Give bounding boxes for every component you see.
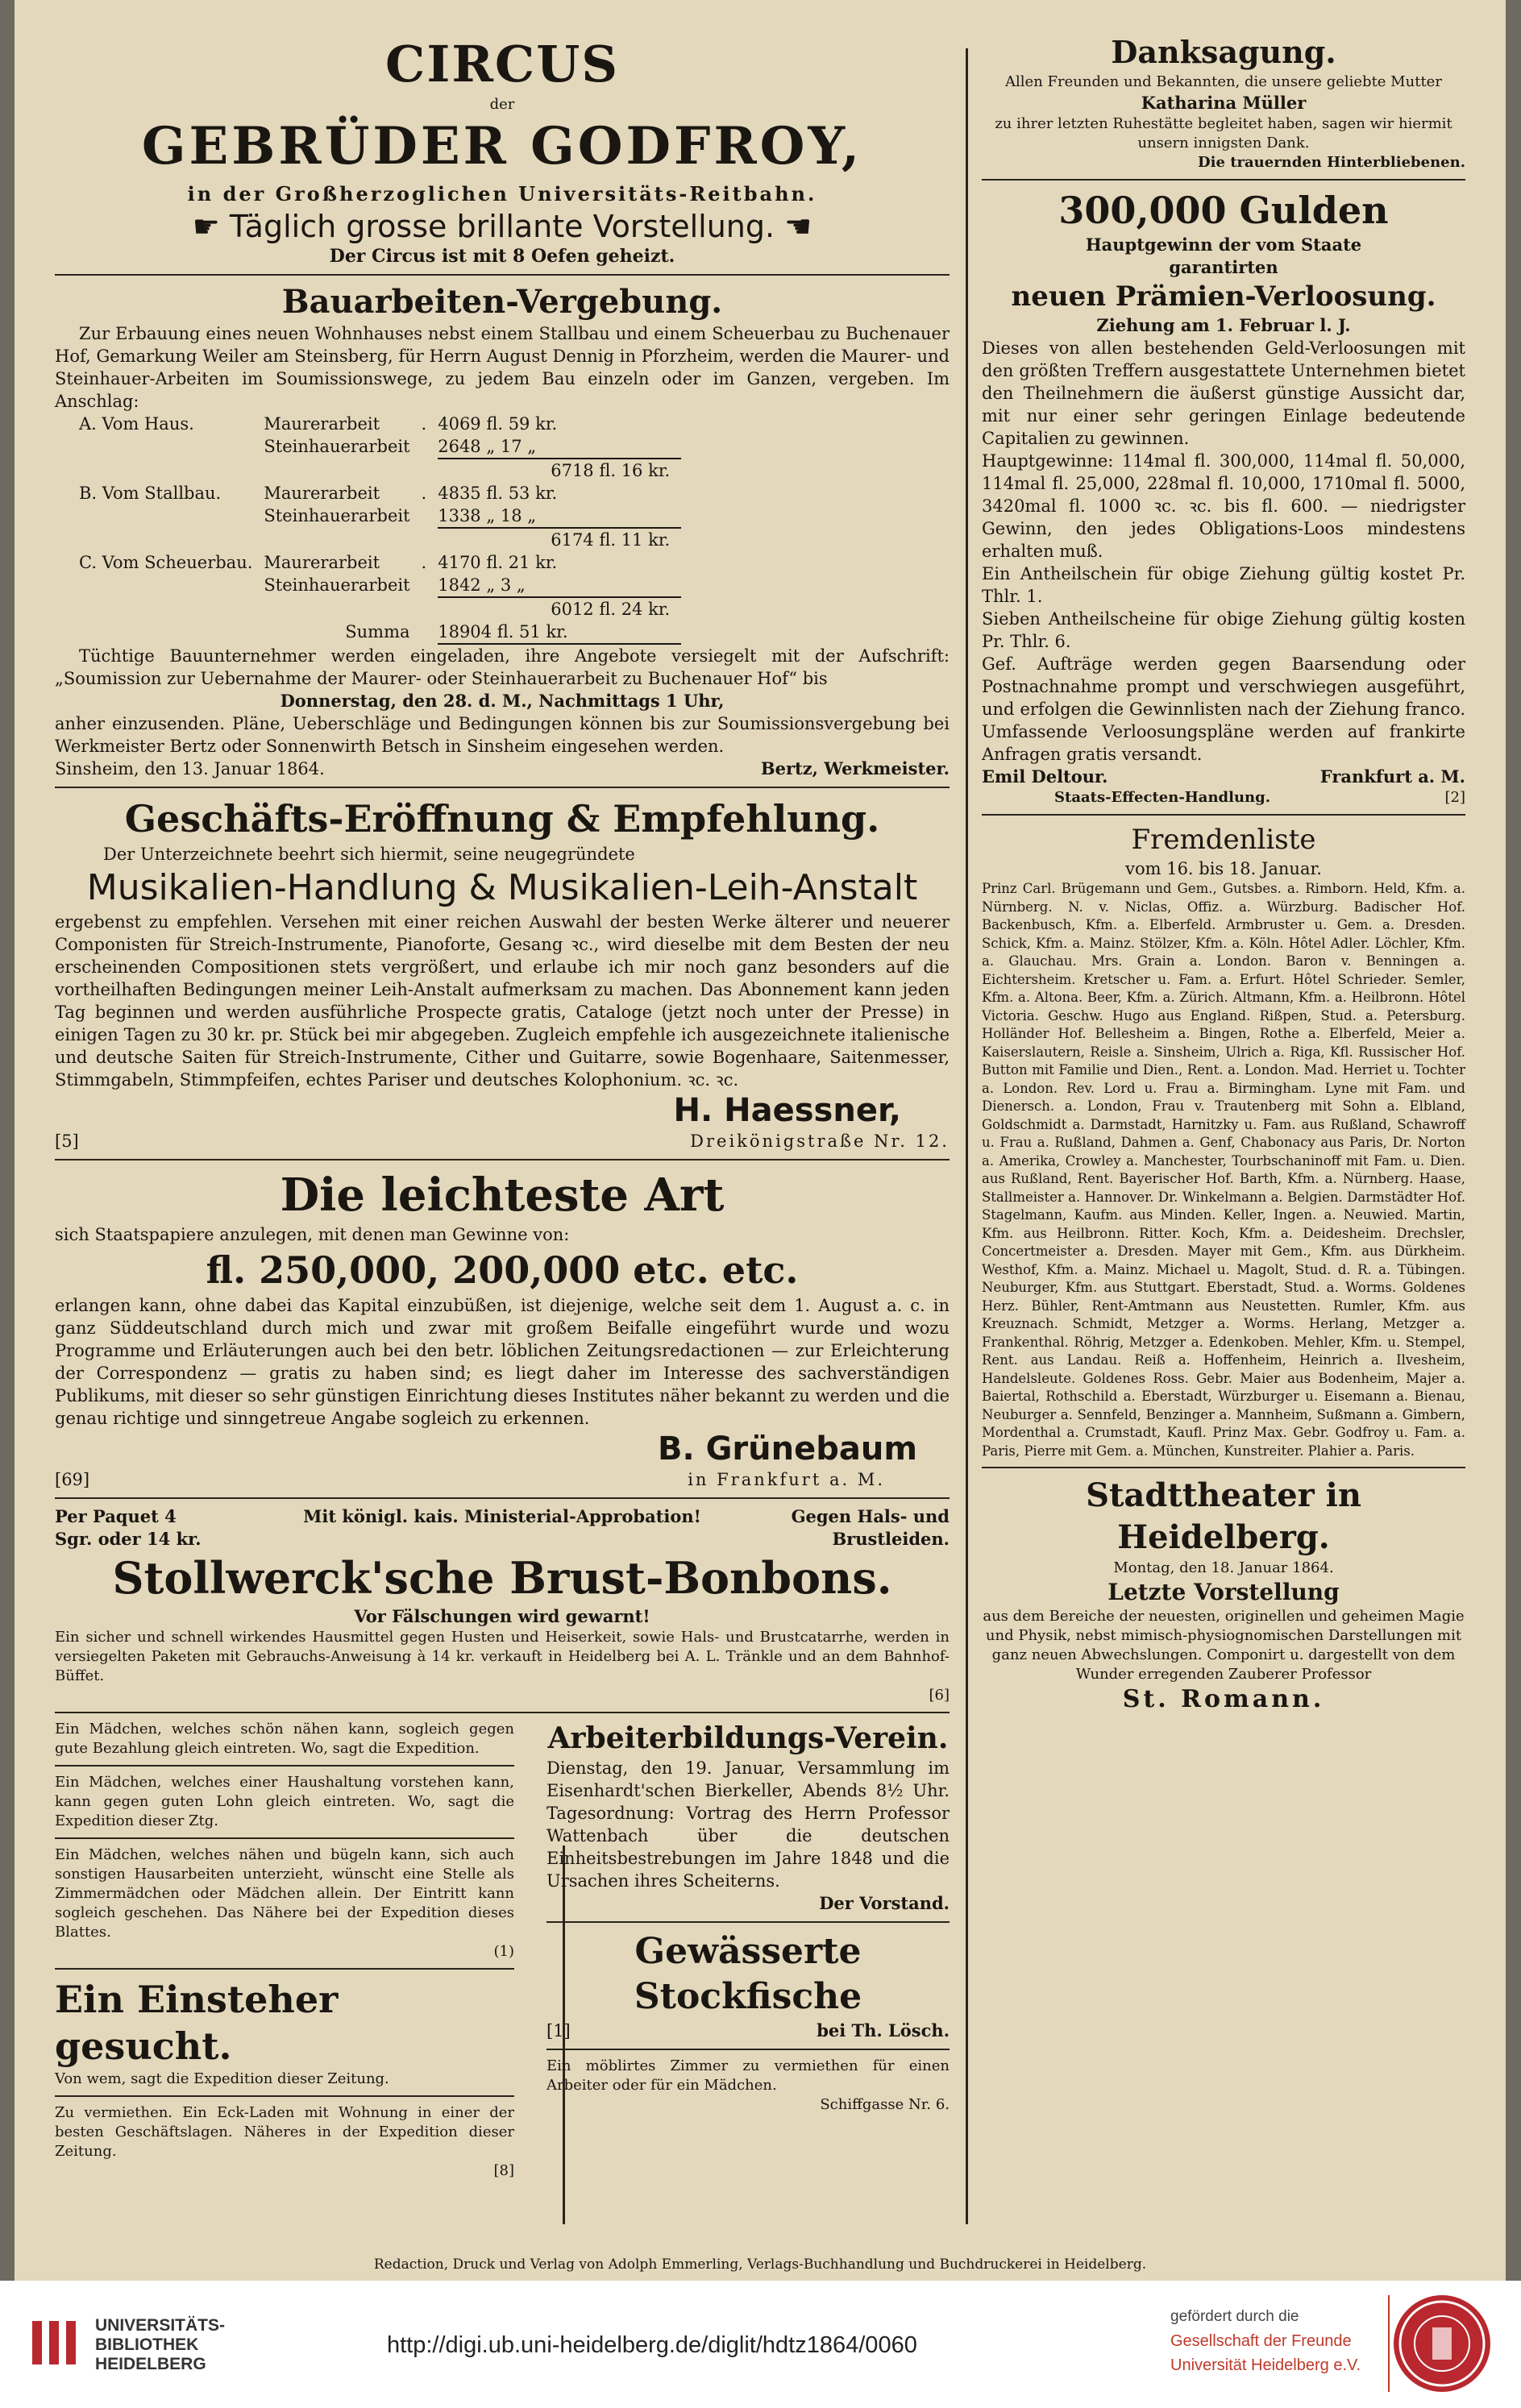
fish-num: [1] xyxy=(546,2021,571,2041)
sponsor-divider xyxy=(1388,2295,1390,2392)
sponsor-funded: gefördert durch die xyxy=(1170,2308,1299,2325)
library-name xyxy=(95,2316,225,2374)
bau-cost-amount: 4170 fl. 21 kr. xyxy=(438,553,558,572)
lotto-one: Ein Antheilschein für obige Ziehung gültig kostet Pr. Thlr. 1. xyxy=(982,564,1465,606)
geschaeft-ad xyxy=(55,795,950,1152)
lotto-num: [2] xyxy=(1444,789,1465,806)
bau-cost-work: Steinhauerarbeit xyxy=(264,506,410,525)
bau-cost-dot xyxy=(422,459,438,482)
bau-cost-work xyxy=(264,528,421,551)
theater-name: St. Romann. xyxy=(1122,1685,1325,1713)
stoll-text: Ein sicher und schnell wirkendes Hausmittel gegen Husten und Heiserkeit, sowie Hals- und Brustcatarrhe, werden in versiegelten Paketen mit Gebrauchs-Anweisung à 14 kr. verkauft in Heidelberg bei A. L. Tränkle und an dem Bahnhof-Büffet. xyxy=(55,1629,950,1684)
library-name-line3: HEIDELBERG xyxy=(95,2355,206,2373)
bau-cost-row xyxy=(79,504,681,528)
fish-title: Gewässerte Stockfische xyxy=(634,1931,862,2017)
dank-text: Allen Freunden und Bekannten, die unsere geliebte Mutter xyxy=(1005,73,1442,90)
bau-cost-amount: 4069 fl. 59 kr. xyxy=(438,414,558,434)
geschaeft-shop: Musikalien-Handlung & Musikalien-Leih-Anstalt xyxy=(86,867,918,908)
dank-sign: Die trauernden Hinterbliebenen. xyxy=(1198,154,1465,171)
bau-cost-total: 6174 fl. 11 kr. xyxy=(551,530,671,550)
bau-sum: 18904 fl. 51 kr. xyxy=(438,621,681,644)
bau-cost-amount: 4835 fl. 53 kr. xyxy=(438,484,558,503)
leicht-name: B. Grünebaum xyxy=(657,1430,917,1468)
lotto-date: Ziehung am 1. Februar l. J. xyxy=(1096,315,1351,335)
bau-cost-work: Steinhauerarbeit xyxy=(264,437,410,456)
dank-title: Danksagung. xyxy=(1111,34,1336,70)
bau-cost-label: C. Vom Scheuerbau. xyxy=(79,553,253,572)
bau-sum-label: Summa xyxy=(345,622,410,641)
leicht-amounts: fl. 250,000, 200,000 etc. etc. xyxy=(206,1248,799,1292)
circus-ad xyxy=(55,32,950,268)
bau-cost-amount: 1842 „ 3 „ xyxy=(438,574,681,597)
bau-cost-label xyxy=(79,574,264,597)
library-name-line1: UNIVERSITÄTS- xyxy=(95,2316,226,2335)
bau-cost-label xyxy=(79,459,264,482)
fremde-dates: vom 16. bis 18. Januar. xyxy=(1125,859,1322,878)
lotto-sign1: Emil Deltour. xyxy=(982,766,1108,787)
bau-intro: Zur Erbauung eines neuen Wohnhauses nebst einem Stallbau und einem Scheuerbau zu Buchenauer Hof, Gemarkung Weiler am Steinsberg, für Herrn August Dennig in Pforzheim, werden die Maurer- und Steinhauer-Arbeiten im Soumissionswege, zu jedem Bau einzeln oder im Ganzen, vergeben. Im Anschlag: xyxy=(55,324,950,411)
permalink-url[interactable]: http://digi.ub.uni-heidelberg.de/diglit/hdtz1864/0060 xyxy=(387,2332,917,2358)
stoll-price: Per Paquet 4 Sgr. oder 14 kr. xyxy=(55,1506,202,1549)
leicht-place: in Frankfurt a. M. xyxy=(688,1470,885,1489)
ad-maedchen-1: Ein Mädchen, welches schön nähen kann, sogleich gegen gute Bezahlung gleich eintreten. Wo, sagt die Expedition. xyxy=(55,1721,514,1757)
theater-ad xyxy=(982,1475,1465,1715)
lotto-seven: Sieben Antheilscheine für obige Ziehung gültig kosten Pr. Thlr. 6. xyxy=(982,609,1465,651)
column-divider xyxy=(966,48,968,2224)
bau-cost-work xyxy=(264,597,421,621)
einsteher-sub: Von wem, sagt die Expedition dieser Zeitung. xyxy=(55,2070,389,2087)
bau-cost-work: Maurerarbeit xyxy=(264,414,380,434)
bau-cost-dot: . xyxy=(421,553,427,572)
verein-title: Arbeiterbildungs-Verein. xyxy=(547,1721,949,1755)
circus-daily-text: Täglich grosse brillante Vorstellung. xyxy=(229,209,775,244)
bau-cost-label xyxy=(79,528,264,551)
lotto-prizes: Hauptgewinne: 114mal fl. 300,000, 114mal fl. 50,000, 114mal fl. 25,000, 228mal fl. 10,000, 1710mal fl. 5000, 3420mal fl. 1000 ꝛc. ꝛc. bis fl. 600. — niedrigster Gewinn, den jedes Obligations-Loos mindestens erhalten muß. xyxy=(982,451,1465,561)
divider xyxy=(55,2095,514,2097)
divider xyxy=(55,1497,950,1499)
bau-cost-amount: 1338 „ 18 „ xyxy=(438,504,681,528)
bau-cost-label xyxy=(79,435,264,459)
dank-name: Katharina Müller xyxy=(1141,93,1307,113)
small-ads xyxy=(55,1720,514,2181)
fremdenliste xyxy=(982,822,1465,1460)
stoll-against: Gegen Hals- und Brustleiden. xyxy=(791,1506,950,1549)
geschaeft-name: H. Haessner, xyxy=(673,1092,901,1129)
geschaeft-text: ergebenst zu empfehlen. Versehen mit einer reichen Auswahl der besten Werke älterer und neuerer Componisten für Streich-Instrumente, Pianoforte, Gesang ꝛc., wird dieselbe mit dem Besten der neu erscheinenden Compositionen stets vergrößert, und erlaube ich mir noch ganz besonders auf die vortheilhaften Bedingungen meiner Leih-Anstalt aufmerksam zu machen. Das Abonnement kann jeden Tag beginnen und werden ausführliche Prospecte gratis, Cataloge (jetzt noch unter der Presse) in einigen Tagen zu 30 kr. pr. Stück bei mir abgegeben. Zugleich empfehle ich ausgezeichnete italienische und deutsche Saiten für Streich-Instrumente, Cither und Guitarre, sowie Bogenhaare, Saitenmesser, Stimmgabeln, Stimmpfeifen, echtes Pariser und deutsches Kolophonium. ꝛc. ꝛc. xyxy=(55,912,950,1090)
library-name-line2: BIBLIOTHEK xyxy=(95,2335,199,2354)
bau-sign: Bertz, Werkmeister. xyxy=(760,758,950,778)
newspaper-page xyxy=(15,0,1506,2281)
bau-cost-work: Maurerarbeit xyxy=(264,484,380,503)
leicht-title: Die leichteste Art xyxy=(280,1169,725,1222)
circus-title: CIRCUS xyxy=(384,35,620,93)
divider xyxy=(55,787,950,788)
bau-cost-label: A. Vom Haus. xyxy=(79,414,194,434)
bau-cost-row xyxy=(79,574,681,597)
divider xyxy=(55,1765,514,1767)
bau-cost-row xyxy=(79,482,681,504)
stoll-warn: Vor Fälschungen wird gewarnt! xyxy=(354,1606,650,1626)
ad-maedchen-3-num: (1) xyxy=(493,1943,514,1960)
imprint-footer: Redaction, Druck und Verlag von Adolph Emmerling, Verlags-Buchhandlung und Buchdruckerei in Heidelberg. xyxy=(373,2256,1147,2273)
bau-cost-table xyxy=(79,413,681,645)
hand-pointer-icon: ☛ xyxy=(192,209,230,244)
stoll-approval: Mit königl. kais. Ministerial-Approbation! xyxy=(303,1506,701,1526)
dank-ad xyxy=(982,32,1465,172)
bau-cost-row xyxy=(79,435,681,459)
bau-cost-work: Steinhauerarbeit xyxy=(264,575,410,595)
theater-title: Stadttheater in Heidelberg. xyxy=(1086,1476,1361,1556)
circus-der: der xyxy=(489,96,515,113)
room-ad: Ein möblirtes Zimmer zu vermiethen für einen Arbeiter oder für ein Mädchen. xyxy=(546,2057,950,2094)
divider xyxy=(982,179,1465,181)
divider xyxy=(55,1968,514,1970)
stoll-num: [6] xyxy=(929,1687,950,1704)
geschaeft-num: [5] xyxy=(55,1131,79,1151)
bau-deadline: Donnerstag, den 28. d. M., Nachmittags 1 Uhr, xyxy=(280,691,725,711)
leicht-num: [69] xyxy=(55,1470,90,1489)
university-library-logo-icon xyxy=(26,2315,82,2371)
lotto-sub3: neuen Prämien-Verloosung. xyxy=(1011,280,1436,313)
stollwerck-ad xyxy=(55,1505,950,1705)
viewer-bottom-bar xyxy=(0,2281,1521,2408)
bau-cost-row xyxy=(79,528,681,551)
university-seal-icon xyxy=(1394,2295,1490,2392)
divider xyxy=(982,814,1465,816)
bau-cost-amount: 2648 „ 17 „ xyxy=(438,435,681,459)
geschaeft-title: Geschäfts-Eröffnung & Empfehlung. xyxy=(124,797,880,841)
divider xyxy=(55,1159,950,1160)
fremde-text: Prinz Carl. Brügemann und Gem., Gutsbes. a. Rimborn. Held, Kfm. a. Nürnberg. N. v. Niclas, Offiz. a. Würzburg. Badischer Hof. Backenbusch, Kfm. a. Elberfeld. Armbruster u. Gem. a. Dresden. Schick, Kfm. a. Mainz. Stölzer, Kfm. a. Köln. Hôtel Adler. Löchler, Kfm. a. Glauchau. Mrs. Grain a. London. Baron v. Benningen a. Eichtersheim. Kretscher u. Fam. a. Erfurt. Hôtel Schrieder. Semler, Kfm. a. Altona. Beer, Kfm. a. Zürich. Altmann, Kfm. a. Heilbronn. Hôtel Victoria. Geschw. Hugo aus England. Rißpen, Stud. a. Petersburg. Holländer Hof. Bellesheim a. Bingen, Rothe a. Elberfeld, Meier a. Kaiserslautern, Reisle a. Sinsheim, Ulrich a. Riga, Kfl. Russischer Hof. Button mit Familie und Dien., Rent. a. London. Mad. Herriet u. Tochter a. London. Rev. Lord u. Frau a. Birmingham. Lyne mit Fam. und Dienersch. a. London, Frau v. Trautenberg mit Sohn a. Elbland, Goldschmidt a. Darmstadt, Harnitzky u. Fam. aus Rußland, Schawroff u. Frau a. Rußland, Dahmen a. Genf, Chabonacy aus Paris, Dr. Norton a. Amerika, Crowley a. Manchester, Tourbschaninoff mit Fam. u. Dien. aus Rußland, Rent. Bayerischer Hof. Barth, Kfm. a. Nürnberg. Haase, Stallmeister a. Hannover. Dr. Winkelmann a. Belgien. Darmstädter Hof. Stagelmann, Kaufm. aus Minden. Keller, Ingen. a. Neuwied. Martin, Kfm. aus Heilbronn. Ritter. Koch, Kfm. a. Deidesheim. Drechsler, Concertmeister a. Dresden. Mayer mit Gem., Kfm. aus Dürkheim. Westhof, Kfm. a. Mainz. Michael u. Magolt, Stud. d. R. a. Tübingen. Neuburger, Kfm. aus Stuttgart. Eberstadt, Stud. a. Worms. Goldenes Herz. Bühler, Rent-Amtmann aus Neustetten. Rumler, Kfm. aus Kreuznach. Schmidt, Metzger a. Worms. Herlang, Metzger a. Frankenthal. Röhrig, Metzger a. Edenkoben. Mehler, Kfm. u. Stempel, Rent. aus Landau. Reiß a. Hoffenheim, Heinrich a. Ilvesheim, Handelsleute. Goldenes Ross. Gebr. Maier aus Bodenheim, Majer a. Baiertal, Rothschild a. Eberstadt, Würzburger u. Eisemann a. Bienau, Neuburger a. Sennfeld, Benzinger a. Mannheim, Sußmann a. Gimbern, Mordenthal a. Crumstadt, Kaufl. Prinz Max. Gebr. Godfroy u. Fam. a. Paris, Pierre mit Gem. a. München, Kunstreiter. Plahier a. Paris. xyxy=(982,881,1465,1459)
divider xyxy=(982,1467,1465,1468)
bau-cost-work: Maurerarbeit xyxy=(264,553,380,572)
circus-heated: Der Circus ist mit 8 Oefen geheizt. xyxy=(329,246,675,267)
lotto-text: Dieses von allen bestehenden Geld-Verloosungen mit den größten Treffern ausgestattete Unternehmen bietet den Theilnehmern die äußerst günstige Aussicht dar, mit nur einer sehr geringen Einlage bedeutende Capitalien zu gewinnen. xyxy=(982,338,1465,448)
circus-name: GEBRÜDER GODFROY, xyxy=(141,116,863,176)
right-column xyxy=(982,32,1465,1715)
divider xyxy=(546,1921,950,1923)
theater-show: Letzte Vorstellung xyxy=(1108,1579,1340,1605)
bau-cost-row xyxy=(79,551,681,574)
divider xyxy=(55,1837,514,1839)
bau-cost-label xyxy=(79,597,264,621)
bau-cost-dot xyxy=(422,504,438,528)
bau-text1: Tüchtige Bauunternehmer werden eingeladen, ihre Angebote versiegelt mit der Aufschrift: „Soumission zur Uebernahme der Maurer- oder Steinhauerarbeit zu Buchenauer Hof“ bis xyxy=(55,646,950,688)
sponsor-society-line2: Universität Heidelberg e.V. xyxy=(1170,2356,1361,2374)
bau-ad xyxy=(55,282,950,780)
ad-maedchen-3: Ein Mädchen, welches nähen und bügeln kann, sich auch sonstigen Hausarbeiten unterzieht, wünscht eine Stelle als Zimmermädchen oder Mädchen allein. Der Eintritt kann sogleich geschehen. Das Nähere bei der Expedition dieses Blattes. xyxy=(55,1846,514,1941)
fremde-title: Fremdenliste xyxy=(1131,824,1316,856)
ad-vermiethen: Zu vermiethen. Ein Eck-Laden mit Wohnung in einer der besten Geschäftslagen. Näheres in der Expedition dieser Zeitung. xyxy=(55,2104,514,2160)
bau-cost-label: B. Vom Stallbau. xyxy=(79,484,222,503)
hand-pointer-icon: ☚ xyxy=(775,209,812,244)
leicht-text: erlangen kann, ohne dabei das Kapital einzubüßen, ist diejenige, welche seit dem 1. August a. c. in ganz Süddeutschland durch mich und zwar mit großem Beifalle eingeführt wurde und wozu Programme und Erläuterungen auch bei den betr. löblichen Zeitungsredactionen — zur Erleichterung der Correspondenz — gratis zu haben sind; es liegt daher im Interesse des sachverständigen Publikums, mit dieser so sehr günstigen Einrichtung dieses Institutes näher bekannt zu werden und die genau richtige und sinngetreue Angabe sogleich zu erkennen. xyxy=(55,1296,950,1428)
circus-venue: in der Großherzoglichen Universitäts-Reitbahn. xyxy=(187,182,817,206)
lotto-text2: Gef. Aufträge werden gegen Baarsendung oder Postnachnahme prompt und verschwiegen ausgeführt, und erfolgen die Gewinnlisten nach der Ziehung franco. Umfassende Verloosungspläne werden auf frankirte Anfragen gratis versandt. xyxy=(982,654,1465,764)
theater-date: Montag, den 18. Januar 1864. xyxy=(1113,1559,1334,1576)
bau-cost-dot xyxy=(422,528,438,551)
divider xyxy=(55,1712,950,1713)
verein-ads xyxy=(546,1720,950,2181)
bau-cost-row xyxy=(79,597,681,621)
leicht-ad xyxy=(55,1167,950,1491)
bau-cost-total: 6012 fl. 24 kr. xyxy=(551,600,671,619)
theater-text: aus dem Bereiche der neuesten, originellen und geheimen Magie und Physik, nebst mimisch-physiognomischen Darstellungen mit ganz neuen Abwechslungen. Componirt u. dargestellt von dem Wunder erregenden Zauberer Professor xyxy=(983,1608,1465,1683)
fish-by: bei Th. Lösch. xyxy=(817,2020,950,2041)
ad-maedchen-2: Ein Mädchen, welches einer Haushaltung vorstehen kann, kann gegen guten Lohn gleich eintreten. Wo, sagt die Expedition dieser Ztg. xyxy=(55,1774,514,1829)
bau-place: Sinsheim, den 13. Januar 1864. xyxy=(55,759,325,778)
lotto-sub2: garantirten xyxy=(1169,257,1278,277)
bau-cost-dot xyxy=(422,597,438,621)
sponsor-block xyxy=(1170,2305,1361,2377)
circus-daily xyxy=(55,208,950,245)
verein-text: Dienstag, den 19. Januar, Versammlung im Eisenhardt'schen Bierkeller, Abends 8½ Uhr. Tagesordnung: Vortrag des Herrn Professor Wattenbach über die deutschen Einheitsbestrebungen im Jahre 1848 und die Ursachen ihres Scheiterns. xyxy=(546,1758,950,1891)
lotto-ad xyxy=(982,187,1465,808)
ad-vermiethen-num: [8] xyxy=(493,2162,514,2179)
lotto-sign2: Frankfurt a. M. xyxy=(1319,766,1465,787)
room-addr: Schiffgasse Nr. 6. xyxy=(820,2096,950,2113)
bau-cost-dot: . xyxy=(421,484,427,503)
divider xyxy=(55,274,950,276)
bau-text2: anher einzusenden. Pläne, Ueberschläge und Bedingungen können bis zur Soumissionsvergebung bei Werkmeister Bertz oder Sonnenwirth Betsch in Sinsheim eingesehen werden. xyxy=(55,714,950,756)
verein-sign: Der Vorstand. xyxy=(819,1893,950,1913)
lotto-title: 300,000 Gulden xyxy=(1058,189,1389,232)
bau-cost-dot xyxy=(422,435,438,459)
bau-cost-row xyxy=(79,459,681,482)
divider xyxy=(546,2049,950,2050)
bau-title: Bauarbeiten-Vergebung. xyxy=(281,283,723,321)
geschaeft-lead: Der Unterzeichnete beehrt sich hiermit, seine neugegründete xyxy=(103,845,635,864)
dank-text2: zu ihrer letzten Ruhestätte begleitet haben, sagen wir hiermit unsern innigsten Dank. xyxy=(995,115,1452,152)
lotto-sign3: Staats-Effecten-Handlung. xyxy=(1054,789,1270,806)
bau-cost-row xyxy=(79,413,681,435)
leicht-lead: sich Staatspapiere anzulegen, mit denen man Gewinne von: xyxy=(55,1225,570,1244)
lotto-sub1: Hauptgewinn der vom Staate xyxy=(1085,235,1362,255)
bau-cost-total: 6718 fl. 16 kr. xyxy=(551,461,671,480)
geschaeft-addr: Dreikönigstraße Nr. 12. xyxy=(690,1131,950,1151)
left-column xyxy=(55,32,950,2181)
bau-cost-work xyxy=(264,459,421,482)
bau-cost-label xyxy=(79,504,264,528)
seal-ring-icon xyxy=(1394,2295,1490,2392)
bau-cost-dot xyxy=(422,574,438,597)
einsteher-title: Ein Einsteher gesucht. xyxy=(55,1978,339,2068)
bau-cost-dot: . xyxy=(421,414,427,434)
stoll-title: Stollwerck'sche Brust-Bonbons. xyxy=(112,1552,892,1604)
sponsor-society-line1: Gesellschaft der Freunde xyxy=(1170,2332,1352,2350)
